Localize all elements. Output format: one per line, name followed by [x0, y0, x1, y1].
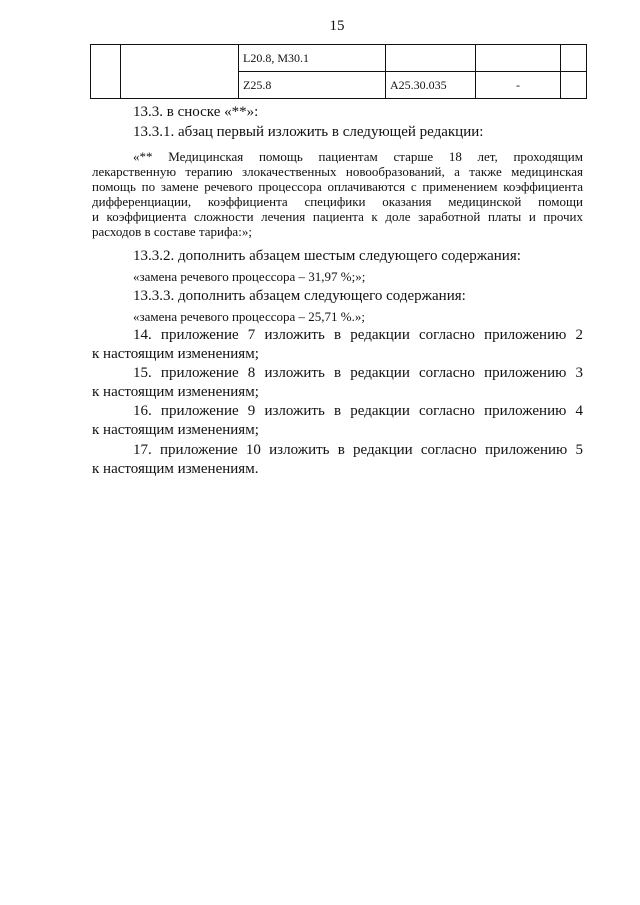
- quote-line: дифференциации, коэффициента специфики оказания медицинской помощи: [92, 194, 583, 209]
- quote-line: расходов в составе тарифа:»;: [92, 224, 252, 239]
- quote-line: и коэффициента сложности лечения пациента к доле заработной платы и прочих: [92, 209, 583, 224]
- item-14-line-1: 14. приложение 7 изложить в редакции согласно приложению 2: [133, 327, 583, 343]
- quote-line: помощь по замене речевого процессора оплачиваются с применением коэффициента: [92, 179, 583, 194]
- table-cell: [121, 45, 239, 99]
- table-cell-value: -: [476, 72, 561, 99]
- table-cell: [476, 45, 561, 72]
- table-row: [91, 45, 587, 72]
- item-17-line-2: к настоящим изменениям.: [92, 461, 259, 477]
- item-13-3-3-quote: «замена речевого процессора – 25,71 %.»;: [133, 309, 365, 324]
- table-cell: [561, 72, 587, 99]
- quote-line: лекарственную терапию злокачественных новообразований, а также медицинская: [92, 164, 583, 179]
- item-15-line-1: 15. приложение 8 изложить в редакции согласно приложению 3: [133, 365, 583, 381]
- item-16-line-1: 16. приложение 9 изложить в редакции согласно приложению 4: [133, 403, 583, 419]
- item-13-3-2-quote: «замена речевого процессора – 31,97 %;»;: [133, 269, 366, 284]
- item-13-3-2-heading: 13.3.2. дополнить абзацем шестым следующего содержания:: [133, 248, 521, 264]
- codes-table: [90, 44, 587, 99]
- item-14-line-2: к настоящим изменениям;: [92, 346, 259, 362]
- item-13-3-3-heading: 13.3.3. дополнить абзацем следующего содержания:: [133, 288, 466, 304]
- table-cell: [386, 45, 476, 72]
- quote-line: «** Медицинская помощь пациентам старше 18 лет, проходящим: [133, 149, 583, 164]
- item-16-line-2: к настоящим изменениям;: [92, 422, 259, 438]
- table-cell-code: Z25.8: [239, 72, 386, 99]
- table-cell-code: L20.8, M30.1: [239, 45, 386, 72]
- table-cell-service-code: A25.30.035: [386, 72, 476, 99]
- item-13-3-1-heading: 13.3.1. абзац первый изложить в следующей редакции:: [133, 124, 484, 140]
- page-number: 15: [329, 18, 345, 34]
- table-cell: [91, 45, 121, 99]
- item-13-3-text: 13.3. в сноске «**»:: [133, 104, 259, 120]
- item-15-line-2: к настоящим изменениям;: [92, 384, 259, 400]
- item-17-line-1: 17. приложение 10 изложить в редакции согласно приложению 5: [133, 442, 583, 458]
- table-cell: [561, 45, 587, 72]
